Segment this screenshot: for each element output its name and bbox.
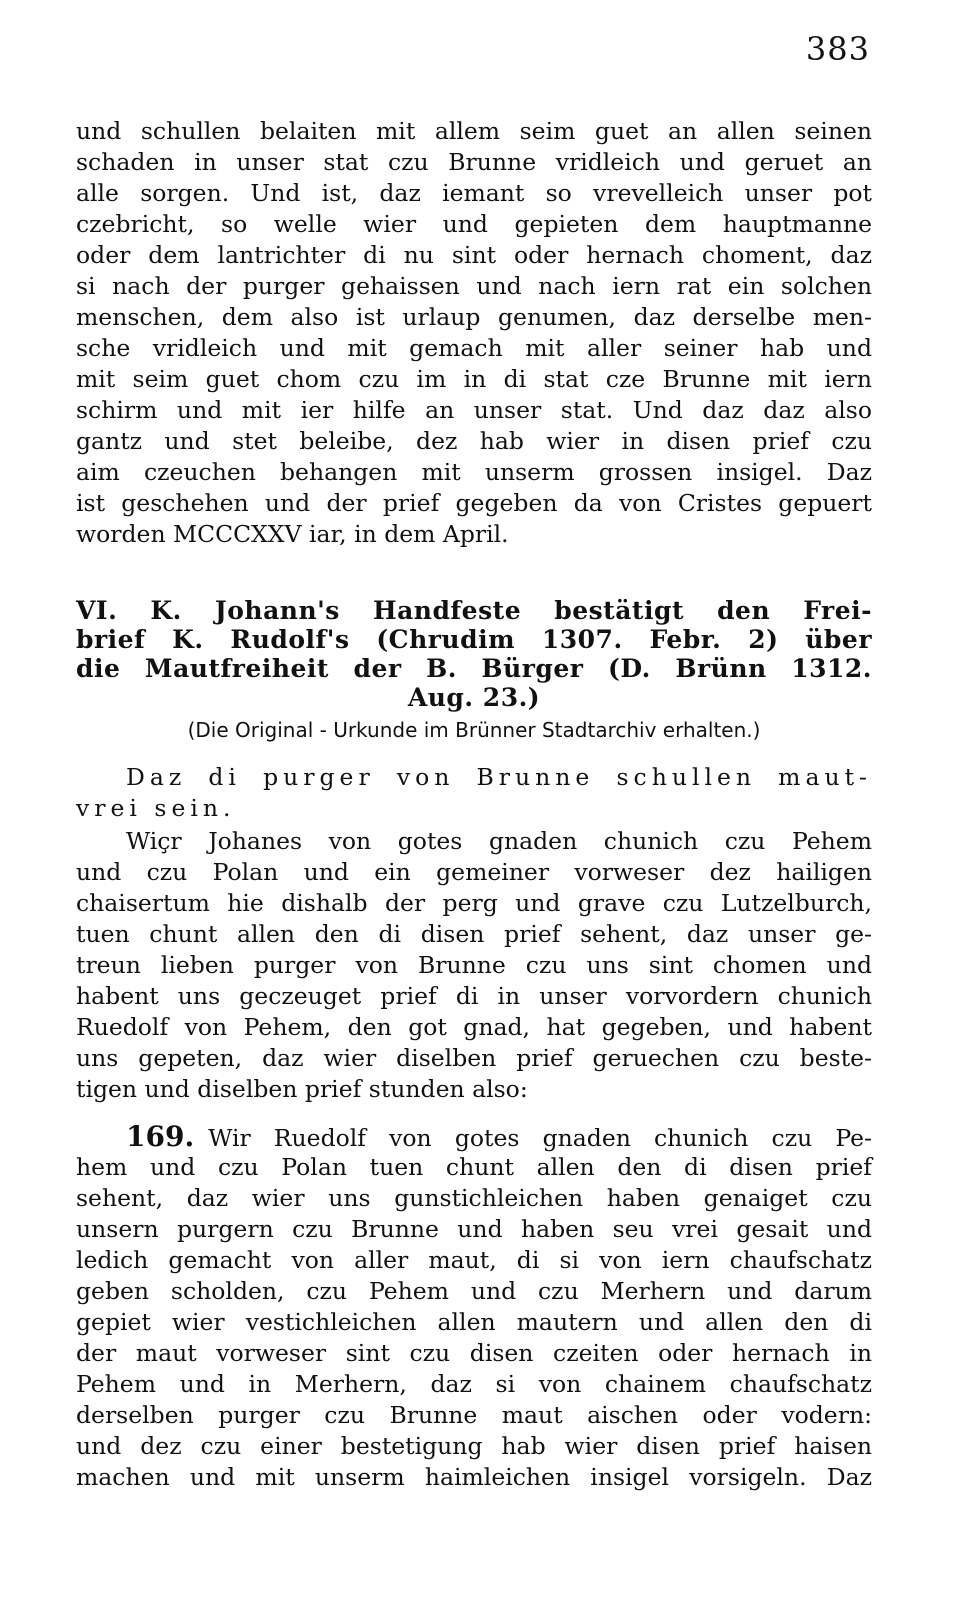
heading-line: Aug. 23.): [407, 683, 541, 712]
text-line: gantz und stet beleibe, dez hab wier in disen prief czu: [76, 427, 872, 455]
text-line: uns gepeten, daz wier diselben prief geruechen czu beste-: [76, 1044, 872, 1072]
paragraph-1: [76, 826, 872, 1105]
text-line: Ruedolf von Pehem, den got gnad, hat gegeben, und habent: [76, 1013, 872, 1041]
text-line: gepiet wier vestichleichen allen mautern und allen den di: [76, 1308, 872, 1336]
rubric-line: vrei sein.: [76, 794, 236, 822]
text-line: der maut vorweser sint czu disen czeiten oder hernach in: [76, 1339, 872, 1367]
text-line: aim czeuchen behangen mit unserm grossen insigel. Daz: [76, 458, 872, 486]
text-line: sehent, daz wier uns gunstichleichen haben genaiget czu: [76, 1184, 872, 1212]
paragraph-2: [76, 1121, 872, 1493]
text-line: menschen, dem also ist urlaup genumen, daz derselbe men-: [76, 303, 872, 331]
source-note: (Die Original - Urkunde im Brünner Stadtarchiv erhalten.): [187, 718, 761, 742]
text-line: schirm und mit ier hilfe an unser stat. Und daz daz also: [76, 396, 872, 424]
document-number: 169.: [126, 1120, 195, 1153]
text-line: tigen und diselben prief stunden also:: [76, 1075, 528, 1103]
text-line: habent uns geczeuget prief di in unser vorvordern chunich: [76, 982, 872, 1010]
text-line: unsern purgern czu Brunne und haben seu vrei gesait und: [76, 1215, 872, 1243]
text-line: geben scholden, czu Pehem und czu Merhern und darum: [76, 1277, 872, 1305]
heading-line: brief K. Rudolf's (Chrudim 1307. Febr. 2) über: [76, 625, 872, 654]
text-line: [76, 1121, 872, 1152]
text-line: und dez czu einer bestetigung hab wier disen prief haisen: [76, 1432, 872, 1460]
text-line: und schullen belaiten mit allem seim guet an allen seinen: [76, 117, 872, 145]
section-heading: [76, 596, 872, 712]
text-line: machen und mit unserm haimleichen insigel vorsigeln. Daz: [76, 1463, 872, 1491]
text-line: tuen chunt allen den di disen prief sehent, daz unser ge-: [76, 920, 872, 948]
text-line: worden MCCCXXV iar, in dem April.: [76, 520, 509, 548]
text-line: hem und czu Polan tuen chunt allen den di disen prief: [76, 1153, 872, 1181]
page-number: 383: [805, 30, 870, 68]
heading-line: VI. K. Johann's Handfeste bestätigt den Frei-: [76, 596, 872, 625]
heading-line: die Mautfreiheit der B. Bürger (D. Brünn 1312.: [76, 654, 872, 683]
text-line: derselben purger czu Brunne maut aischen oder vodern:: [76, 1401, 872, 1429]
text-line: ledich gemacht von aller maut, di si von iern chaufschatz: [76, 1246, 872, 1274]
text-line: ist geschehen und der prief gegeben da von Cristes gepuert: [76, 489, 872, 517]
rubric-line: Daz di purger von Brunne schullen maut-: [126, 763, 872, 791]
text-line: alle sorgen. Und ist, daz iemant so vrevelleich unser pot: [76, 179, 872, 207]
continuation-text: [76, 116, 872, 550]
text-line: Wiçr Johanes von gotes gnaden chunich czu Pehem: [126, 827, 872, 855]
text-line: treun lieben purger von Brunne czu uns sint chomen und: [76, 951, 872, 979]
text-line: sche vridleich und mit gemach mit aller seiner hab und: [76, 334, 872, 362]
text-line: oder dem lantrichter di nu sint oder hernach choment, daz: [76, 241, 872, 269]
text-line: und czu Polan und ein gemeiner vorweser dez hailigen: [76, 858, 872, 886]
text-line: mit seim guet chom czu im in di stat cze Brunne mit iern: [76, 365, 872, 393]
text-line: si nach der purger gehaissen und nach iern rat ein solchen: [76, 272, 872, 300]
rubric: [76, 762, 872, 824]
text-line: chaisertum hie dishalb der perg und grave czu Lutzelburch,: [76, 889, 872, 917]
text-line-content: Wir Ruedolf von gotes gnaden chunich czu Pe-: [208, 1124, 872, 1152]
text-line: Pehem und in Merhern, daz si von chainem chaufschatz: [76, 1370, 872, 1398]
text-line: schaden in unser stat czu Brunne vridleich und geruet an: [76, 148, 872, 176]
text-line: czebricht, so welle wier und gepieten dem hauptmanne: [76, 210, 872, 238]
